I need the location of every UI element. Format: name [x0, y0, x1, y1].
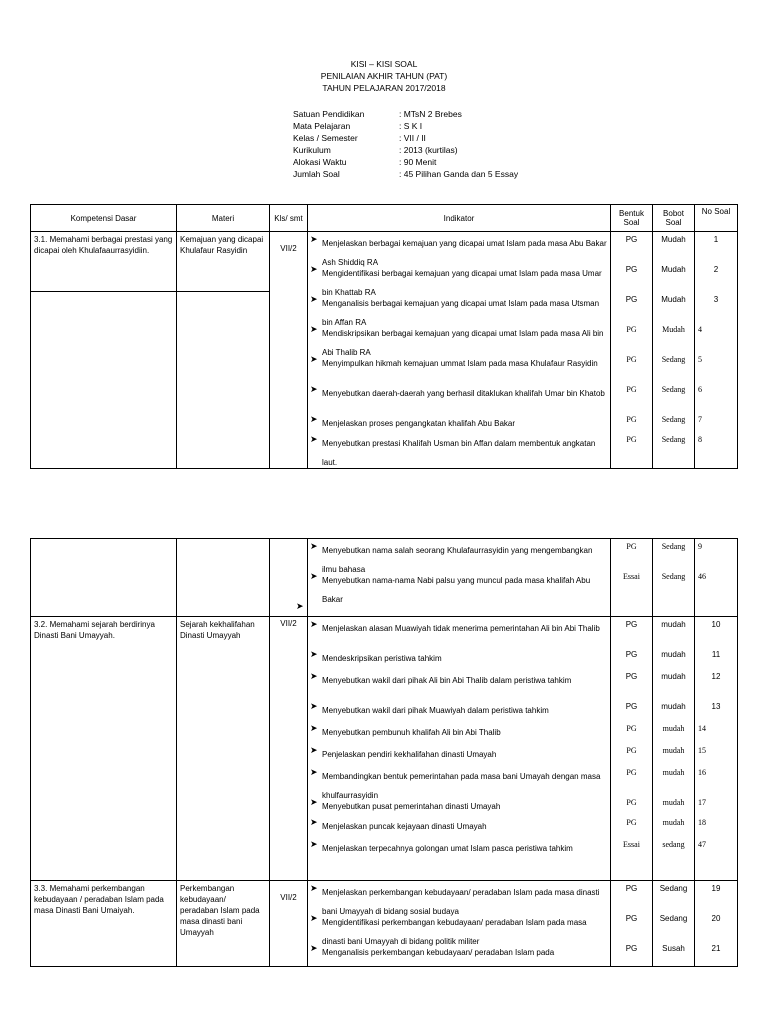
- bentuk-soal-value: PG: [625, 650, 638, 659]
- bentuk-soal-value: PG: [626, 435, 637, 444]
- materi-3-3: Perkembangan kebudayaan/ peradaban Islam pada masa dinasti bani Umayyah: [177, 881, 270, 967]
- bobot-list-3-2: [653, 617, 695, 881]
- indikator-item: [310, 434, 608, 466]
- arrow-bullet-icon: ➤: [310, 745, 318, 755]
- kompetensi-dasar-cell: 3.1. Memahami berbagai prestasi yang dicapai oleh Khulafaaurrasyidiin.: [31, 232, 176, 292]
- indikator-item: [310, 619, 608, 649]
- no-list-continued: [695, 539, 738, 617]
- document-header: [0, 58, 768, 94]
- identity-row: [293, 168, 518, 180]
- bobot-soal-value: mudah: [662, 746, 685, 755]
- identity-value: : MTsN 2 Brebes: [399, 109, 462, 119]
- arrow-bullet-icon: ➤: [310, 943, 318, 953]
- no-soal-value: 17: [698, 798, 706, 807]
- bobot-soal-value: Sedang: [661, 355, 686, 364]
- no-soal-value: 10: [711, 620, 721, 629]
- arrow-bullet-icon: ➤: [310, 817, 318, 827]
- col-indikator: Indikator: [308, 205, 611, 232]
- no-soal-value: 11: [711, 650, 721, 659]
- kompetensi-dasar-3-2: 3.2. Memahami sejarah berdirinya Dinasti Bani Umayyah.: [31, 617, 177, 881]
- arrow-bullet-icon: ➤: [310, 723, 318, 733]
- no-soal-value: 18: [698, 818, 706, 827]
- indikator-item: [310, 264, 608, 297]
- bentuk-list-3-3: [611, 881, 653, 967]
- arrow-bullet-icon: ➤: [310, 294, 318, 304]
- bentuk-soal-value: PG: [625, 672, 638, 681]
- indikator-text: Mengidentifikasi berbagai kemajuan yang dicapai umat Islam pada masa Umar bin Khattab RA: [322, 269, 602, 297]
- bobot-list-continued: [653, 539, 695, 617]
- bentuk-soal-value: PG: [625, 702, 638, 711]
- indikator-text: Menjelaskan perkembangan kebudayaan/ peradaban Islam pada masa dinasti bani Umayyah di bidang sosial budaya: [322, 888, 600, 916]
- bobot-list: [653, 232, 695, 469]
- indikator-text: Menjelaskan puncak kejayaan dinasti Umayah: [322, 822, 487, 831]
- arrow-bullet-icon: ➤: [310, 541, 318, 551]
- indikator-item: [310, 294, 608, 327]
- kelas-semester-3-3: VII/2: [270, 881, 308, 967]
- indikator-item: [310, 701, 608, 723]
- indikator-item: [310, 913, 608, 946]
- no-list-3-2: [695, 617, 738, 881]
- bobot-soal-value: Sedang: [661, 385, 686, 394]
- bobot-soal-value: Mudah: [661, 235, 686, 244]
- bobot-soal-value: Sedang: [659, 884, 688, 893]
- no-soal-value: 13: [711, 702, 721, 711]
- bobot-soal-value: mudah: [661, 672, 686, 681]
- kisi-table-page-1: [30, 204, 738, 469]
- bobot-soal-value: Mudah: [661, 265, 686, 274]
- bobot-soal-value: Sedang: [661, 572, 686, 581]
- indikator-list-3-3: [308, 881, 611, 967]
- arrow-bullet-icon: ➤: [310, 354, 318, 364]
- no-soal-value: 4: [698, 325, 702, 334]
- indikator-text: Mengidentifikasi perkembangan kebudayaan/ peradaban Islam pada masa dinasti bani Umayyah di bidang politik militer: [322, 918, 587, 946]
- indikator-text: Menyebutkan nama-nama Nabi palsu yang muncul pada masa khalifah Abu Bakar: [322, 576, 591, 604]
- identity-row: [293, 108, 518, 120]
- no-soal-value: 1: [713, 235, 719, 244]
- indikator-list-3-2: [308, 617, 611, 881]
- arrow-bullet-icon: ➤: [310, 234, 318, 244]
- arrow-bullet-icon: ➤: [310, 913, 318, 923]
- indikator-text: Menyebutkan wakil dari pihak Ali bin Abi Thalib dalam peristiwa tahkim: [322, 676, 572, 685]
- indikator-text: Menyebutkan nama salah seorang Khulafaurrasyidin yang mengembangkan ilmu bahasa: [322, 546, 593, 574]
- bobot-soal-value: mudah: [662, 798, 685, 807]
- indikator-list-continued: [296, 539, 611, 617]
- bentuk-soal-value: PG: [626, 798, 637, 807]
- bobot-soal-value: Sedang: [661, 435, 686, 444]
- bentuk-soal-value: Essai: [623, 840, 640, 849]
- indikator-text: Menyebutkan prestasi Khalifah Usman bin Affan dalam membentuk angkatan laut.: [322, 439, 596, 467]
- bobot-soal-value: Sedang: [661, 542, 686, 551]
- bentuk-list-continued: [611, 539, 653, 617]
- arrow-bullet-icon: ➤: [310, 797, 318, 807]
- col-kompetensi-dasar: Kompetensi Dasar: [31, 205, 177, 232]
- col-kelas-semester: Kls/ smt: [270, 205, 308, 232]
- arrow-bullet-icon: ➤: [310, 434, 318, 444]
- no-soal-value: 46: [698, 572, 706, 581]
- identity-block: [293, 108, 518, 180]
- indikator-item: [310, 767, 608, 800]
- bobot-soal-value: mudah: [661, 702, 686, 711]
- indikator-item: [310, 354, 608, 384]
- identity-label: Kelas / Semester: [293, 133, 358, 143]
- indikator-item: [310, 414, 608, 434]
- indikator-text: Menganalisis berbagai kemajuan yang dicapai umat Islam pada masa Utsman bin Affan RA: [322, 299, 600, 327]
- indikator-text: Penjelaskan pendiri kekhalifahan dinasti Umayah: [322, 750, 497, 759]
- identity-value: : 45 Pilihan Ganda dan 5 Essay: [399, 169, 519, 179]
- indikator-item: [310, 234, 608, 267]
- bentuk-soal-value: PG: [625, 914, 638, 923]
- indikator-text: Menjelaskan terpecahnya golongan umat Islam pasca peristiwa tahkim: [322, 844, 573, 853]
- arrow-bullet-icon: ➤: [310, 324, 318, 334]
- bentuk-soal-value: PG: [625, 235, 638, 244]
- indikator-item: [310, 649, 608, 671]
- indikator-item: [310, 541, 608, 574]
- bentuk-soal-value: PG: [626, 724, 637, 733]
- no-soal-value: 20: [711, 914, 721, 923]
- bentuk-soal-value: PG: [625, 944, 638, 953]
- arrow-bullet-icon: ➤: [310, 649, 318, 659]
- bobot-soal-value: Sedang: [661, 415, 686, 424]
- bobot-soal-value: mudah: [661, 620, 686, 629]
- identity-label: Kurikulum: [293, 145, 331, 155]
- no-soal-value: 5: [698, 355, 702, 364]
- bobot-soal-value: Mudah: [661, 295, 686, 304]
- identity-value: : S K I: [399, 121, 423, 131]
- indikator-item: [310, 723, 608, 745]
- bentuk-soal-value: PG: [626, 542, 637, 551]
- bentuk-soal-value: PG: [626, 415, 637, 424]
- no-soal-value: 7: [698, 415, 702, 424]
- indikator-text: Menyebutkan daerah-daerah yang berhasil ditaklukan khalifah Umar bin Khatob: [322, 389, 605, 398]
- indikator-text: Mendeskripsikan peristiwa tahkim: [322, 654, 442, 663]
- bobot-soal-value: mudah: [661, 650, 686, 659]
- identity-row: [293, 132, 518, 144]
- identity-value: : VII / II: [399, 133, 426, 143]
- no-soal-value: 14: [698, 724, 706, 733]
- indikator-item: [310, 671, 608, 701]
- col-no-soal: No Soal: [695, 205, 738, 232]
- no-soal-value: 6: [698, 385, 702, 394]
- col-materi: Materi: [177, 205, 270, 232]
- kisi-table-page-2: [30, 538, 738, 967]
- no-soal-value: 47: [698, 840, 706, 849]
- indikator-item: [310, 943, 608, 963]
- no-soal-value: 21: [711, 944, 721, 953]
- no-soal-value: 3: [713, 295, 719, 304]
- header-subtitle: PENILAIAN AKHIR TAHUN (PAT): [320, 71, 448, 81]
- arrow-bullet-icon: ➤: [310, 384, 318, 394]
- no-list-3-3: [695, 881, 738, 967]
- indikator-item: [310, 745, 608, 767]
- identity-row: [293, 120, 518, 132]
- bobot-soal-value: Susah: [662, 944, 685, 953]
- indikator-item: [310, 324, 608, 357]
- no-list: [695, 232, 738, 469]
- identity-row: [293, 156, 518, 168]
- bentuk-soal-value: PG: [626, 818, 637, 827]
- no-soal-value: 9: [698, 542, 702, 551]
- bobot-list-3-3: [653, 881, 695, 967]
- arrow-bullet-icon: ➤: [310, 701, 318, 711]
- indikator-item: [310, 797, 608, 817]
- bentuk-soal-value: PG: [626, 355, 637, 364]
- indikator-text: Menjelaskan proses pengangkatan khalifah Abu Bakar: [322, 419, 516, 428]
- bentuk-soal-value: PG: [625, 265, 638, 274]
- identity-value: : 2013 (kurtilas): [399, 145, 458, 155]
- indikator-text: Mendiskripsikan berbagai kemajuan yang dicapai umat Islam pada masa Ali bin Abi Thalib RA: [322, 329, 604, 357]
- indikator-item: [310, 839, 608, 869]
- kelas-semester-cell: VII/2: [270, 232, 308, 469]
- identity-label: Mata Pelajaran: [293, 121, 351, 131]
- indikator-text: Membandingkan bentuk pemerintahan pada masa bani Umayah dengan masa khulfaurrasyidin: [322, 772, 601, 800]
- identity-label: Alokasi Waktu: [293, 157, 347, 167]
- bentuk-soal-value: PG: [626, 746, 637, 755]
- indikator-item: [310, 817, 608, 839]
- bentuk-soal-value: PG: [626, 325, 637, 334]
- indikator-text: Menyebutkan pembunuh khalifah Ali bin Abi Thalib: [322, 728, 501, 737]
- arrow-bullet-icon: ➤: [310, 414, 318, 424]
- header-title: KISI – KISI SOAL: [350, 59, 418, 69]
- indikator-item: [310, 883, 608, 916]
- indikator-text: Menjelaskan berbagai kemajuan yang dicapai umat Islam pada masa Abu Bakar Ash Shiddiq RA: [322, 239, 607, 267]
- bentuk-soal-value: PG: [626, 385, 637, 394]
- col-bentuk-soal: Bentuk Soal: [611, 205, 653, 232]
- materi-cell: Kemajuan yang dicapai Khulafaur Rasyidin: [177, 232, 269, 292]
- bobot-soal-value: mudah: [662, 818, 685, 827]
- indikator-text: Menjelaskan alasan Muawiyah tidak menerima pemerintahan Ali bin Abi Thalib: [322, 624, 600, 633]
- no-soal-value: 15: [698, 746, 706, 755]
- arrow-bullet-icon: ➤: [296, 601, 304, 611]
- no-soal-value: 19: [711, 884, 721, 893]
- indikator-list: [308, 232, 611, 469]
- no-soal-value: 12: [711, 672, 721, 681]
- materi-3-2: Sejarah kekhalifahan Dinasti Umayyah: [177, 617, 270, 881]
- indikator-item: [310, 571, 608, 604]
- indikator-text: Menyebutkan pusat pemerintahan dinasti Umayah: [322, 802, 501, 811]
- indikator-text: Menganalisis perkembangan kebudayaan/ peradaban Islam pada: [322, 948, 555, 957]
- bentuk-list: [611, 232, 653, 469]
- bobot-soal-value: mudah: [662, 724, 685, 733]
- arrow-bullet-icon: ➤: [310, 619, 318, 629]
- indikator-text: Menyebutkan wakil dari pihak Muawiyah dalam peristiwa tahkim: [322, 706, 549, 715]
- bentuk-soal-value: PG: [625, 295, 638, 304]
- bobot-soal-value: mudah: [662, 768, 685, 777]
- arrow-bullet-icon: ➤: [310, 264, 318, 274]
- bentuk-soal-value: PG: [625, 620, 638, 629]
- arrow-bullet-icon: ➤: [310, 571, 318, 581]
- identity-label: Jumlah Soal: [293, 169, 340, 179]
- indikator-text: Menyimpulkan hikmah kemajuan ummat Islam pada masa Khulafaur Rasyidin: [322, 359, 598, 368]
- header-year: TAHUN PELAJARAN 2017/2018: [322, 83, 446, 93]
- identity-row: [293, 144, 518, 156]
- no-soal-value: 2: [713, 265, 719, 274]
- bobot-soal-value: Mudah: [662, 325, 685, 334]
- no-soal-value: 8: [698, 435, 702, 444]
- arrow-bullet-icon: ➤: [310, 767, 318, 777]
- bentuk-soal-value: PG: [626, 768, 637, 777]
- col-bobot-soal: Bobot Soal: [653, 205, 695, 232]
- bobot-soal-value: sedang: [662, 840, 685, 849]
- arrow-bullet-icon: ➤: [310, 883, 318, 893]
- arrow-bullet-icon: ➤: [310, 671, 318, 681]
- bentuk-list-3-2: [611, 617, 653, 881]
- identity-label: Satuan Pendidikan: [293, 109, 365, 119]
- no-soal-value: 16: [698, 768, 706, 777]
- identity-value: : 90 Menit: [399, 157, 437, 167]
- kompetensi-dasar-3-3: 3.3. Memahami perkembangan kebudayaan / peradaban Islam pada masa Dinasti Bani Umaiyah.: [31, 881, 177, 967]
- bentuk-soal-value: Essai: [623, 572, 640, 581]
- indikator-item: [310, 384, 608, 414]
- bobot-soal-value: Sedang: [659, 914, 688, 923]
- arrow-bullet-icon: ➤: [310, 839, 318, 849]
- kelas-semester-3-2: VII/2: [270, 617, 308, 881]
- bentuk-soal-value: PG: [625, 884, 638, 893]
